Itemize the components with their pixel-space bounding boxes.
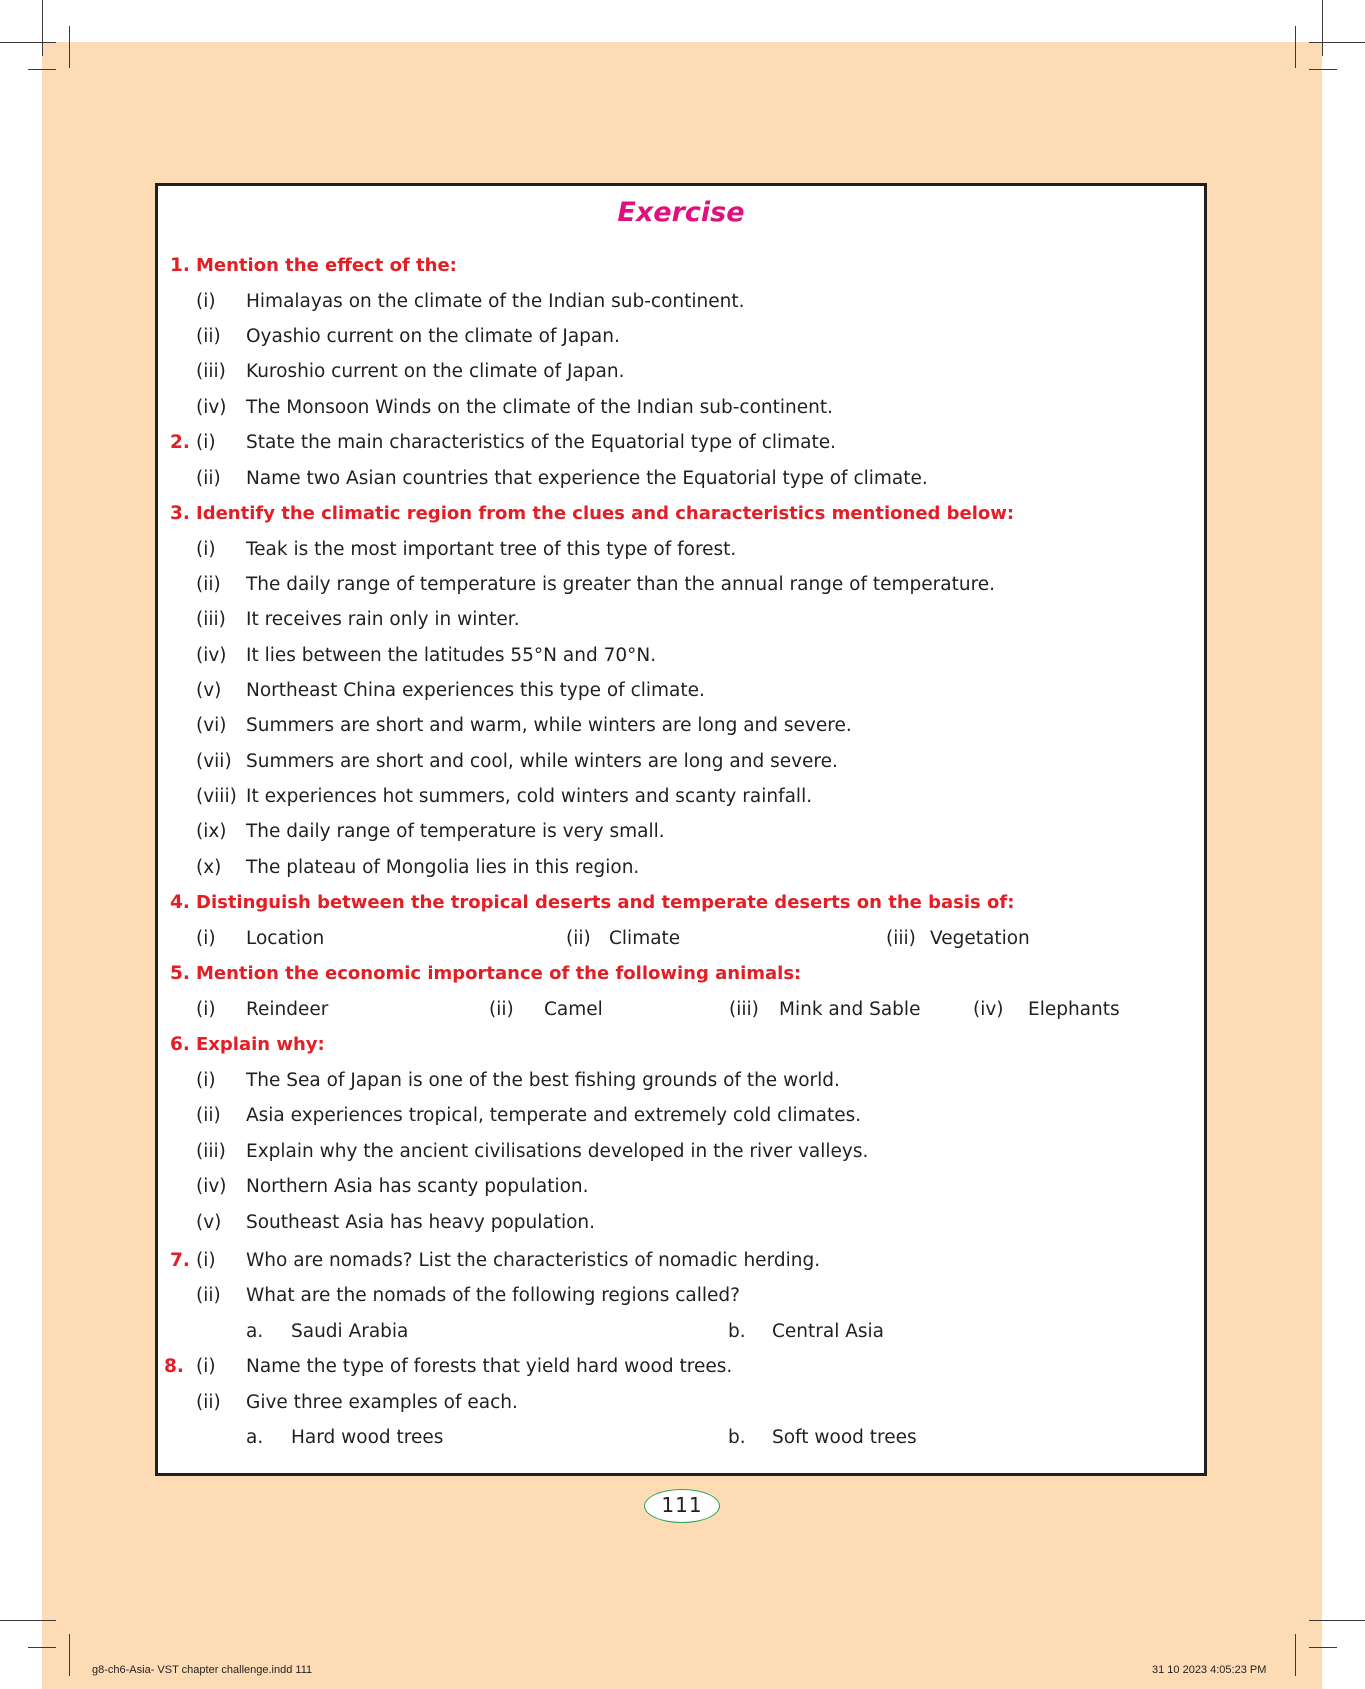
crop-mark	[1295, 1634, 1296, 1676]
item-text: Kuroshio current on the climate of Japan.	[246, 361, 625, 382]
crop-mark	[1309, 69, 1337, 70]
item-text: Vegetation	[930, 928, 1030, 949]
crop-mark	[1322, 0, 1323, 56]
item-numeral: (i)	[196, 1250, 216, 1271]
item-text: Summers are short and warm, while winters are long and severe.	[246, 715, 852, 736]
item-text: Oyashio current on the climate of Japan.	[246, 326, 620, 347]
crop-mark	[69, 1634, 70, 1676]
item-text: The plateau of Mongolia lies in this region.	[246, 857, 640, 878]
item-numeral: (iii)	[729, 999, 759, 1020]
item-letter: b.	[728, 1427, 746, 1448]
item-numeral: (vii)	[196, 751, 232, 772]
item-text: Himalayas on the climate of the Indian sub-continent.	[246, 291, 745, 312]
question-number: 6.	[170, 1034, 190, 1055]
item-letter: a.	[246, 1321, 264, 1342]
footer-file-info: g8-ch6-Asia- VST chapter challenge.indd 111	[92, 1664, 313, 1676]
item-numeral: (iv)	[973, 999, 1004, 1020]
item-text: Explain why the ancient civilisations developed in the river valleys.	[246, 1141, 869, 1162]
item-numeral: (iv)	[196, 645, 227, 666]
item-numeral: (ii)	[196, 1392, 221, 1413]
crop-mark	[28, 1647, 56, 1648]
item-text: Who are nomads? List the characteristics of nomadic herding.	[246, 1250, 821, 1271]
item-text: Teak is the most important tree of this type of forest.	[246, 539, 737, 560]
item-numeral: (ii)	[489, 999, 514, 1020]
item-text: The daily range of temperature is greater than the annual range of temperature.	[246, 574, 996, 595]
crop-mark	[1309, 42, 1365, 43]
item-numeral: (i)	[196, 539, 216, 560]
item-numeral: (i)	[196, 432, 216, 453]
item-text: Mink and Sable	[779, 999, 921, 1020]
item-numeral: (v)	[196, 1212, 222, 1233]
crop-mark	[0, 1620, 56, 1621]
item-numeral: (iv)	[196, 1176, 227, 1197]
crop-mark	[28, 69, 56, 70]
question-number: 1.	[170, 255, 190, 276]
item-numeral: (vi)	[196, 715, 227, 736]
question-number: 2.	[170, 432, 190, 453]
page-number: 111	[644, 1489, 720, 1523]
question-number: 8.	[164, 1356, 184, 1377]
item-letter: b.	[728, 1321, 746, 1342]
question-number: 5.	[170, 963, 190, 984]
item-text: Camel	[544, 999, 603, 1020]
item-text: What are the nomads of the following regions called?	[246, 1285, 740, 1306]
question-number: 4.	[170, 892, 190, 913]
item-numeral: (iv)	[196, 397, 227, 418]
item-numeral: (i)	[196, 928, 216, 949]
item-numeral: (ii)	[196, 1105, 221, 1126]
item-numeral: (ix)	[196, 821, 227, 842]
item-numeral: (ii)	[196, 326, 221, 347]
crop-mark	[0, 42, 56, 43]
item-text: Asia experiences tropical, temperate and extremely cold climates.	[246, 1105, 862, 1126]
exercise-box	[155, 183, 1207, 1476]
crop-mark	[1309, 1620, 1365, 1621]
item-text: Central Asia	[772, 1321, 885, 1342]
item-numeral: (i)	[196, 291, 216, 312]
item-numeral: (ii)	[196, 1285, 221, 1306]
item-text: Summers are short and cool, while winters are long and severe.	[246, 751, 838, 772]
item-text: It receives rain only in winter.	[246, 609, 520, 630]
item-text: Name two Asian countries that experience the Equatorial type of climate.	[246, 468, 928, 489]
item-numeral: (ii)	[196, 574, 221, 595]
item-numeral: (ii)	[566, 928, 591, 949]
item-text: Southeast Asia has heavy population.	[246, 1212, 596, 1233]
item-numeral: (iii)	[196, 1141, 226, 1162]
item-numeral: (v)	[196, 680, 222, 701]
item-numeral: (viii)	[196, 786, 237, 807]
item-text: Name the type of forests that yield hard wood trees.	[246, 1356, 733, 1377]
crop-mark	[42, 0, 43, 56]
item-text: Northeast China experiences this type of climate.	[246, 680, 705, 701]
item-text: Give three examples of each.	[246, 1392, 518, 1413]
question-heading: Explain why:	[196, 1034, 325, 1055]
item-text: It lies between the latitudes 55°N and 70°N.	[246, 645, 657, 666]
item-text: Soft wood trees	[772, 1427, 917, 1448]
item-text: Hard wood trees	[291, 1427, 444, 1448]
item-numeral: (ii)	[196, 468, 221, 489]
question-heading: Distinguish between the tropical deserts and temperate deserts on the basis of:	[196, 892, 1015, 913]
question-heading: Mention the economic importance of the following animals:	[196, 963, 802, 984]
crop-mark	[1309, 1647, 1337, 1648]
item-numeral: (x)	[196, 857, 222, 878]
exercise-title: Exercise	[617, 197, 745, 228]
question-number: 7.	[170, 1250, 190, 1271]
footer-timestamp: 31 10 2023 4:05:23 PM	[1152, 1664, 1267, 1676]
item-text: Location	[246, 928, 325, 949]
question-number: 3.	[170, 503, 190, 524]
crop-mark	[69, 26, 70, 68]
item-text: Climate	[609, 928, 681, 949]
item-text: Northern Asia has scanty population.	[246, 1176, 589, 1197]
question-heading: Mention the effect of the:	[196, 255, 457, 276]
item-numeral: (iii)	[196, 609, 226, 630]
item-text: The Sea of Japan is one of the best fishing grounds of the world.	[246, 1070, 840, 1091]
crop-mark	[1295, 26, 1296, 68]
item-numeral: (iii)	[886, 928, 916, 949]
item-numeral: (i)	[196, 1070, 216, 1091]
item-text: It experiences hot summers, cold winters and scanty rainfall.	[246, 786, 813, 807]
item-text: Elephants	[1028, 999, 1120, 1020]
question-heading: Identify the climatic region from the clues and characteristics mentioned below:	[196, 503, 1015, 524]
item-text: The Monsoon Winds on the climate of the Indian sub-continent.	[246, 397, 833, 418]
item-letter: a.	[246, 1427, 264, 1448]
item-numeral: (i)	[196, 999, 216, 1020]
item-numeral: (iii)	[196, 361, 226, 382]
item-text: Saudi Arabia	[291, 1321, 409, 1342]
item-text: State the main characteristics of the Equatorial type of climate.	[246, 432, 837, 453]
item-numeral: (i)	[196, 1356, 216, 1377]
item-text: The daily range of temperature is very small.	[246, 821, 665, 842]
item-text: Reindeer	[246, 999, 329, 1020]
